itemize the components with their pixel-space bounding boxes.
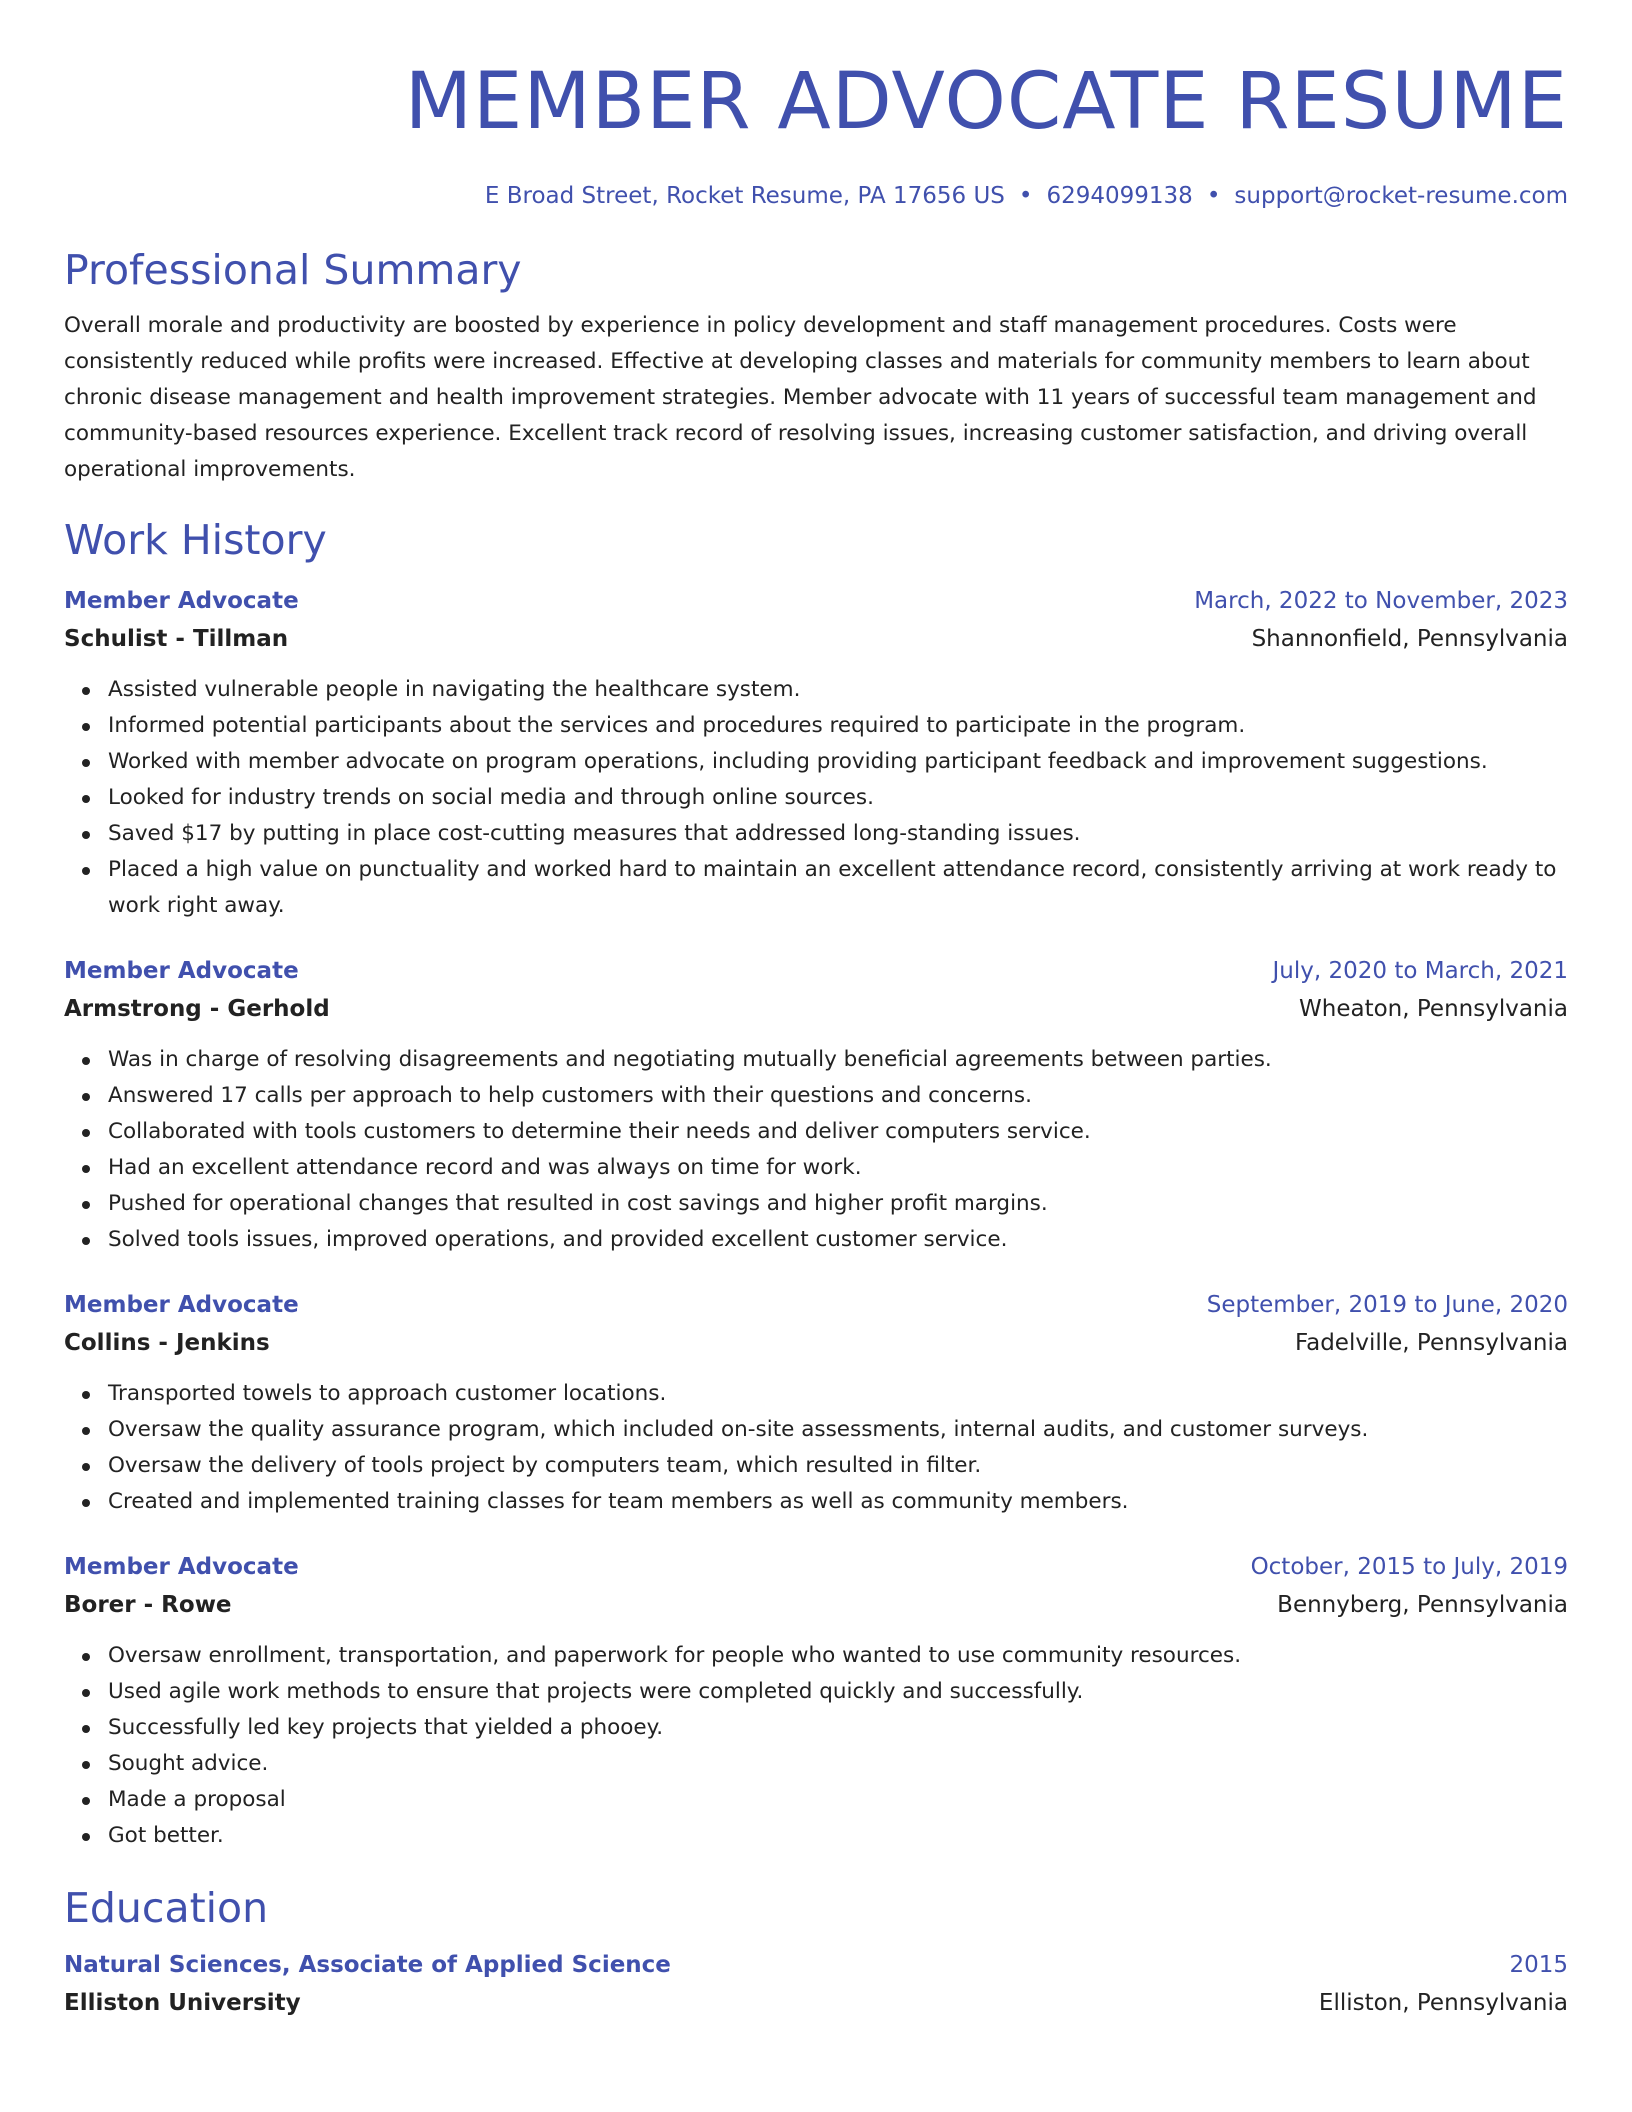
job-employer: Borer - Rowe xyxy=(64,1592,232,1618)
job-dates: March, 2022 to November, 2023 xyxy=(1194,588,1568,614)
job-bullet: Had an excellent attendance record and was always on time for work. xyxy=(108,1150,1568,1186)
job-employer: Schulist - Tillman xyxy=(64,626,289,652)
job-employer-row xyxy=(64,1586,1568,1624)
education-entry xyxy=(64,1946,1568,2022)
contact-separator: • xyxy=(1206,183,1221,209)
job-bullet: Successfully led key projects that yielded a phooey. xyxy=(108,1710,1568,1746)
job-employer: Collins - Jenkins xyxy=(64,1330,270,1356)
job-bullet: Collaborated with tools customers to determine their needs and deliver computers service. xyxy=(108,1114,1568,1150)
job-title-row xyxy=(64,1286,1568,1324)
job-entry xyxy=(64,1548,1568,1854)
job-title: Member Advocate xyxy=(64,1554,299,1580)
job-bullets xyxy=(64,672,1568,924)
job-entry xyxy=(64,1286,1568,1520)
job-bullet: Created and implemented training classes for team members as well as community members. xyxy=(108,1484,1568,1520)
job-title: Member Advocate xyxy=(64,588,299,614)
contact-address: E Broad Street, Rocket Resume, PA 17656 US xyxy=(484,183,1005,209)
job-bullet: Answered 17 calls per approach to help customers with their questions and concerns. xyxy=(108,1078,1568,1114)
job-employer: Armstrong - Gerhold xyxy=(64,996,330,1022)
contact-separator: • xyxy=(1018,183,1033,209)
job-bullet: Saved $17 by putting in place cost-cutting measures that addressed long-standing issues. xyxy=(108,816,1568,852)
job-dates: September, 2019 to June, 2020 xyxy=(1206,1292,1568,1318)
job-bullet: Oversaw the quality assurance program, which included on-site assessments, internal audits, and customer surveys. xyxy=(108,1412,1568,1448)
job-bullet: Placed a high value on punctuality and worked hard to maintain an excellent attendance record, consistently arriving at work ready to work right away. xyxy=(108,852,1568,924)
job-bullet: Informed potential participants about the services and procedures required to participate in the program. xyxy=(108,708,1568,744)
job-location: Fadelville, Pennsylvania xyxy=(1294,1330,1568,1356)
job-bullet: Got better. xyxy=(108,1818,1568,1854)
job-bullets xyxy=(64,1638,1568,1854)
job-title-row xyxy=(64,582,1568,620)
job-title-row xyxy=(64,1548,1568,1586)
education-school-row xyxy=(64,1984,1568,2022)
job-title: Member Advocate xyxy=(64,958,299,984)
job-bullet: Solved tools issues, improved operations, and provided excellent customer service. xyxy=(108,1222,1568,1258)
job-employer-row xyxy=(64,990,1568,1028)
summary-heading: Professional Summary xyxy=(64,246,522,294)
job-dates: October, 2015 to July, 2019 xyxy=(1250,1554,1568,1580)
job-bullet: Sought advice. xyxy=(108,1746,1568,1782)
work-history-heading: Work History xyxy=(64,516,327,564)
job-location: Bennyberg, Pennsylvania xyxy=(1277,1592,1568,1618)
job-bullet: Was in charge of resolving disagreements and negotiating mutually beneficial agreements between parties. xyxy=(108,1042,1568,1078)
job-title-row xyxy=(64,952,1568,990)
summary-text: Overall morale and productivity are boosted by experience in policy development and staff management procedures. Costs were consistently reduced while profits were increased. Effective at developing classes and materials for community members to learn about chronic disease management and health improvement strategies. Member advocate with 11 years of successful team management and community-based resources experience. Excellent track record of resolving issues, increasing customer satisfaction, and driving overall operational improvements. xyxy=(64,313,1537,482)
job-bullets xyxy=(64,1042,1568,1258)
job-bullet: Worked with member advocate on program operations, including providing participant feedback and improvement suggestions. xyxy=(108,744,1568,780)
job-bullets xyxy=(64,1376,1568,1520)
job-bullet: Oversaw the delivery of tools project by computers team, which resulted in filter. xyxy=(108,1448,1568,1484)
job-location: Shannonfield, Pennsylvania xyxy=(1251,626,1568,652)
job-entry xyxy=(64,582,1568,924)
education-degree: Natural Sciences, Associate of Applied Science xyxy=(64,1952,671,1978)
education-location: Elliston, Pennsylvania xyxy=(1318,1990,1568,2016)
job-bullet: Oversaw enrollment, transportation, and paperwork for people who wanted to use community resources. xyxy=(108,1638,1568,1674)
job-employer-row xyxy=(64,620,1568,658)
job-employer-row xyxy=(64,1324,1568,1362)
contact-email: support@rocket-resume.com xyxy=(1234,183,1568,209)
education-heading: Education xyxy=(64,1884,269,1932)
job-entry xyxy=(64,952,1568,1258)
job-location: Wheaton, Pennsylvania xyxy=(1299,996,1568,1022)
job-bullet: Transported towels to approach customer locations. xyxy=(108,1376,1568,1412)
job-title: Member Advocate xyxy=(64,1292,299,1318)
resume-title: MEMBER ADVOCATE RESUME xyxy=(404,57,1568,147)
job-bullet: Used agile work methods to ensure that projects were completed quickly and successfully. xyxy=(108,1674,1568,1710)
contact-phone: 6294099138 xyxy=(1046,183,1193,209)
job-dates: July, 2020 to March, 2021 xyxy=(1272,958,1568,984)
contact-line xyxy=(64,180,1568,212)
education-degree-row xyxy=(64,1946,1568,1984)
job-bullet: Pushed for operational changes that resulted in cost savings and higher profit margins. xyxy=(108,1186,1568,1222)
education-school: Elliston University xyxy=(64,1990,301,2016)
education-year: 2015 xyxy=(1509,1952,1568,1978)
job-bullet: Made a proposal xyxy=(108,1782,1568,1818)
job-bullet: Looked for industry trends on social media and through online sources. xyxy=(108,780,1568,816)
job-bullet: Assisted vulnerable people in navigating the healthcare system. xyxy=(108,672,1568,708)
